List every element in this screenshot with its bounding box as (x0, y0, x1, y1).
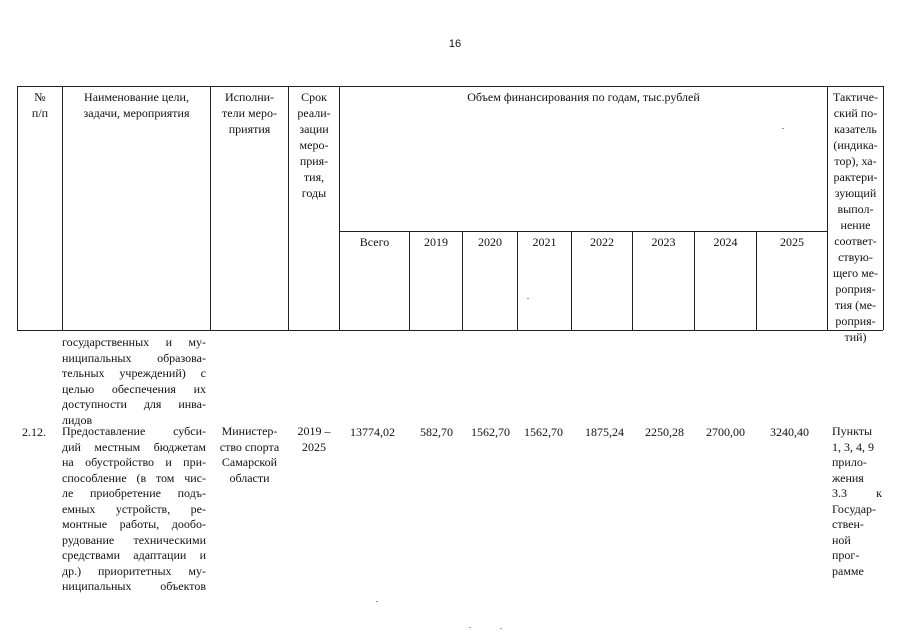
rule-left (17, 86, 18, 330)
scan-speck (376, 601, 378, 602)
header-number: № п/п (31, 90, 49, 120)
header-name: Наименование цели, задачи, мероприятия (83, 90, 190, 120)
scan-speck (469, 627, 471, 628)
rule-funding-sub (339, 231, 827, 232)
row-funding-total: 13774,02 (350, 425, 395, 439)
row-number: 2.12. (22, 425, 46, 439)
continuation-text: государственных и му- ниципальных образова- тельных учреждений) с целью обеспечения их доступности для инва- лидов (62, 335, 206, 427)
row-funding-2023: 2250,28 (645, 425, 684, 439)
rule-top (17, 86, 883, 87)
rule-v4 (339, 86, 340, 330)
header-funding-title: Объем финансирования по годам, тыс.рублей (467, 90, 700, 104)
header-year-2025: 2025 (780, 235, 804, 249)
row-funding-2021: 1562,70 (524, 425, 563, 439)
row-funding-2020: 1562,70 (471, 425, 510, 439)
row-executor: Министер- ство спорта Самарской области (219, 424, 280, 485)
row-funding-2022: 1875,24 (585, 425, 624, 439)
header-term: Срок реали- зации меро- прия- тия, годы (297, 90, 331, 200)
row-funding-2025: 3240,40 (770, 425, 809, 439)
header-indicator: Тактиче- ский по- казатель (индика- тор), ха- рактери- зующий выпол- нение соответ- ствую- щего ме- роприя- тия (ме- роприя- тий) (832, 90, 879, 344)
scan-speck (782, 128, 784, 129)
header-year-2019: 2019 (424, 235, 448, 249)
header-year-2023: 2023 (651, 235, 676, 249)
header-executor: Исполни- тели меро- приятия (222, 90, 277, 136)
rule-right (883, 86, 884, 330)
rule-header-bottom (17, 330, 883, 331)
row-term: 2019 – 2025 (297, 424, 331, 454)
header-year-2024: 2024 (713, 235, 738, 249)
scan-speck (500, 628, 502, 629)
header-year-2022: 2022 (590, 235, 614, 249)
row-funding-2019: 582,70 (420, 425, 453, 439)
row-funding-2024: 2700,00 (706, 425, 745, 439)
header-funding-total: Всего (359, 235, 390, 249)
header-year-2021: 2021 (532, 235, 557, 249)
rule-v1 (62, 86, 63, 330)
page-number: 16 (448, 38, 462, 50)
row-measure-name: Предоставление субси- дий местным бюджетам на обустройство и при- способление (в том чис- ле приобретение подъ- емных устройств, ре- монтные работы, дообо- рудование техническими средствами адаптации и др.) приоритетных му- ниципальных объектов (62, 424, 206, 593)
row-indicator: Пункты 1, 3, 4, 9 прило- жения 3.3 к Государ- ствен- ной прог- рамме (832, 424, 882, 578)
header-year-2020: 2020 (478, 235, 502, 249)
scan-speck (527, 298, 529, 299)
